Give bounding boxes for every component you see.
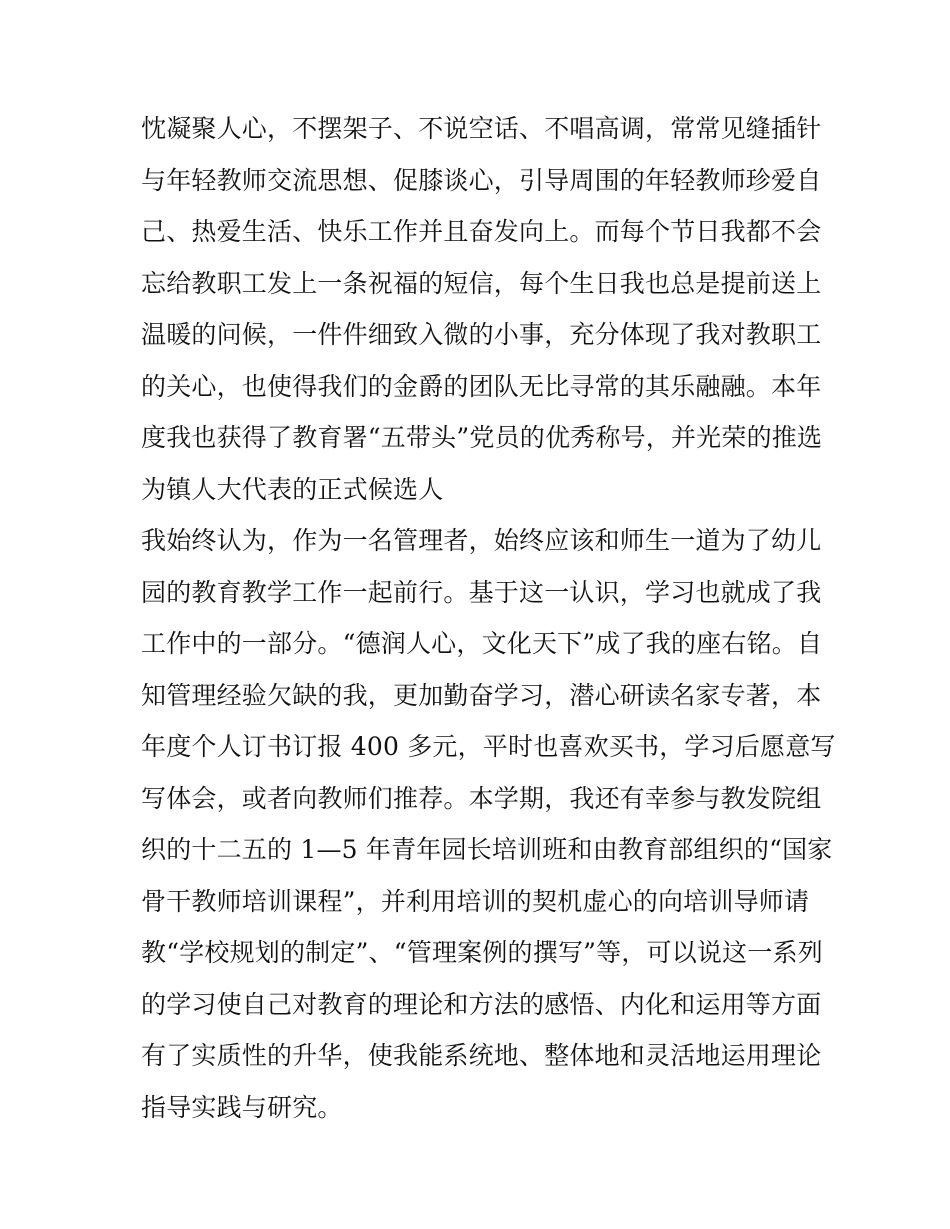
text-line: 写体会，或者向教师们推荐。本学期，我还有幸参与教发院组	[141, 783, 822, 813]
text-line: 工作中的一部分。“德润人心，文化天下”成了我的座右铭。自	[141, 629, 823, 658]
text-line: 骨干教师培训课程”，并利用培训的契机虚心的向培训导师请	[141, 886, 810, 916]
text-line: 我始终认为，作为一名管理者，始终应该和师生一道为了幼儿	[141, 526, 822, 555]
text-line: 的关心，也使得我们的金爵的团队无比寻常的其乐融融。本年	[141, 371, 822, 401]
text-line: 织的十二五的 1—5 年青年园长培训班和由教育部组织的“国家	[141, 835, 833, 864]
document-body	[141, 103, 836, 1133]
text-line: 忱凝聚人心，不摆架子、不说空话、不唱高调，常常见缝插针	[141, 114, 822, 143]
text-line: 有了实质性的升华，使我能系统地、整体地和灵活地运用理论	[141, 1041, 822, 1070]
text-line: 与年轻教师交流思想、促膝谈心，引导周围的年轻教师珍爱自	[141, 165, 822, 195]
text-line: 指导实践与研究。	[141, 1092, 343, 1122]
text-line: 园的教育教学工作一起前行。基于这一认识，学习也就成了我	[141, 577, 822, 607]
text-line: 的学习使自己对教育的理论和方法的感悟、内化和运用等方面	[141, 989, 822, 1019]
text-line: 己、热爱生活、快乐工作并且奋发向上。而每个节日我都不会	[141, 217, 822, 246]
text-line: 为镇人大代表的正式候选人	[141, 474, 444, 504]
text-line: 度我也获得了教育署“五带头”党员的优秀称号，并光荣的推选	[141, 423, 823, 452]
text-line: 年度个人订书订报 400 多元，平时也喜欢买书，学习后愿意写	[141, 732, 836, 761]
text-line: 知管理经验欠缺的我，更加勤奋学习，潜心研读名家专著，本	[141, 680, 822, 710]
text-line: 教“学校规划的制定”、“管理案例的撰写”等，可以说这一系列	[141, 938, 823, 967]
text-line: 忘给教职工发上一条祝福的短信，每个生日我也总是提前送上	[141, 268, 822, 298]
text-line: 温暖的问候，一件件细致入微的小事，充分体现了我对教职工	[141, 320, 822, 349]
